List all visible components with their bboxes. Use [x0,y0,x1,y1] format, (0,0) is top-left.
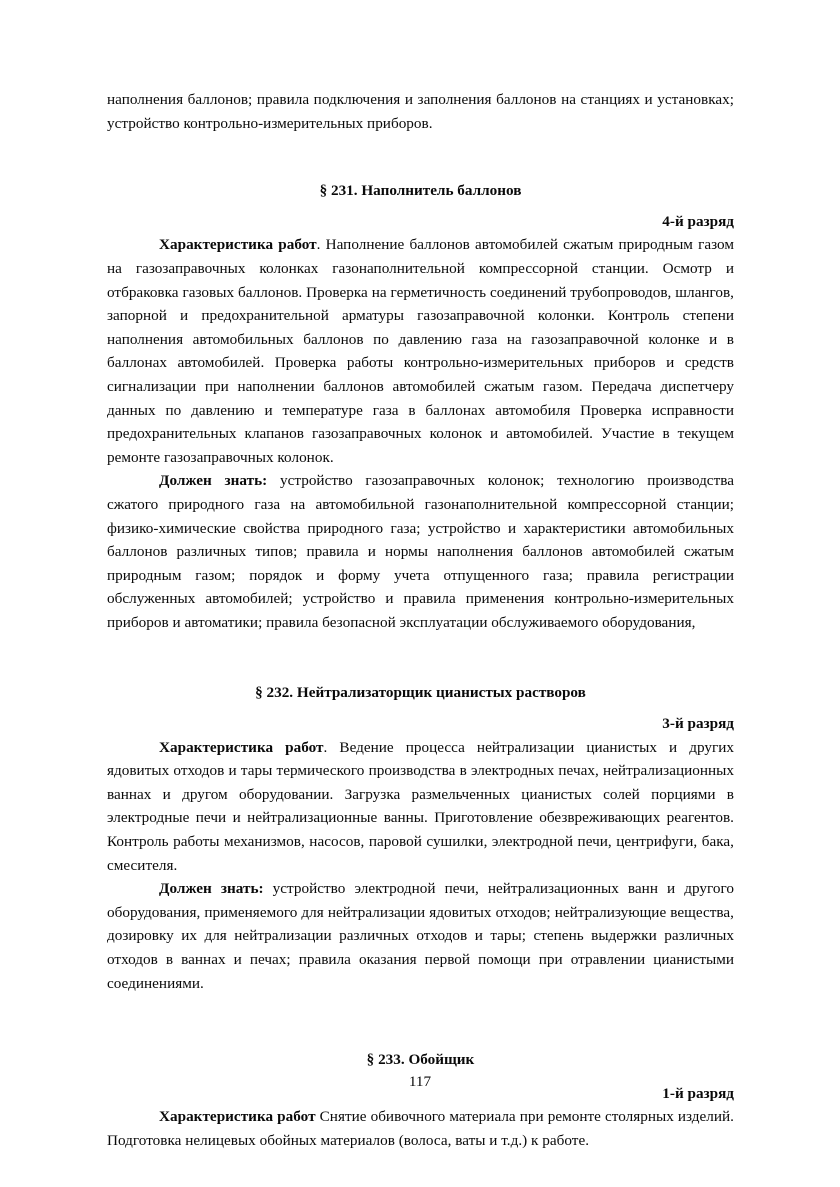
body-text: Ведение процесса нейтрализации цианистых и других ядовитых отходов и тары термического производства в электродных печах, нейтрализационных ваннах и другом оборудовании. Загрузка размельченных цианистых солей порциями в электродные печи и нейтрализационные ванны. Приготовление обезвреживающих реагентов. Контроль работы механизмов, насосов, паровой сушилки, электродной печи, центрифуги, бака, смесителя. [107,738,734,874]
section-heading-231: § 231. Наполнитель баллонов [319,182,522,200]
rank-label-233: 1-й разряд [662,1084,734,1102]
lead-separator [264,880,273,897]
spacer [107,135,734,179]
section-heading-233: § 233. Обойщик [366,1051,475,1069]
rank-label-231: 4-й разряд [662,212,734,230]
page-content [107,88,734,1153]
body-text: Снятие обивочного материала при ремонте столярных изделий. Подготовка нелицевых обойных материалов (волоса, ваты и т.д.) к работе. [107,1108,734,1149]
spacer [107,203,734,210]
paragraph-must-know-231 [107,469,734,634]
spacer [107,995,734,1048]
lead-label: Характеристика работ [159,1108,316,1126]
section-heading-232: § 232. Нейтрализаторщик цианистых растворов [255,684,586,702]
lead-separator: . [316,236,326,254]
lead-label: Характеристика работ [159,236,317,254]
paragraph-work-description-233 [107,1105,734,1152]
rank-label-232: 3-й разряд [662,715,734,733]
body-text: устройство газозаправочных колонок; технологию производства сжатого природного газа на автомобильной газонаполнительной компрессорной станции; физико-химические свойства природного газа; устройство и характеристики автомобильных баллонов различных типов; правила и нормы наполнения баллонов автомобилей сжатым природным газом; порядок и форму учета отпущенного газа; правила регистрации обслуженных автомобилей; устройство и правила применения контрольно-измерительных приборов и автоматики; правила безопасной эксплуатации обслуживаемого оборудования, [107,472,734,631]
lead-label: Должен знать: [159,472,268,490]
body-text: Наполнение баллонов автомобилей сжатым природным газом на газозаправочных колонках газонаполнительной компрессорной станции. Осмотр и отбраковка газовых баллонов. Проверка на герметичность соединений трубопроводов, шлангов, запорной и предохранительной арматуры газозаправочной колонки. Контроль степени наполнения автомобильных баллонов по давлению газа на газозаправочной колонке и в баллонах автомобилей. Проверка работы контрольно-измерительных приборов и средств сигнализации при наполнении баллонов автомобилей сжатым газом. Передача диспетчеру данных по давлению и температуре газа в баллонах автомобиля Проверка исправности предохранительных клапанов газозаправочных колонок и автомобилей. Участие в текущем ремонте газозаправочных колонок. [107,236,734,466]
body-text: устройство электродной печи, нейтрализационных ванн и другого оборудования, применяемого для нейтрализации ядовитых отходов; нейтрализующие вещества, дозировку их для нейтрализации различных отходов и тары; степень выдержки различных отходов в ваннах и печах; правила оказания первой помощи при отравлении цианистыми соединениями. [107,880,734,992]
lead-label: Должен знать: [159,880,264,898]
page-number: 117 [408,1073,432,1090]
paragraph-work-description-232 [107,736,734,878]
spacer [107,705,734,712]
lead-separator: . [323,738,340,756]
spacer [107,634,734,681]
lead-separator [267,472,280,489]
lead-label: Характеристика работ [159,738,324,756]
paragraph-work-description-231 [107,233,734,469]
paragraph-must-know-232 [107,877,734,995]
paragraph-continuation: наполнения баллонов; правила подключения и заполнения баллонов на станциях и установках; устройство контрольно-измерительных приборов. [107,91,734,132]
